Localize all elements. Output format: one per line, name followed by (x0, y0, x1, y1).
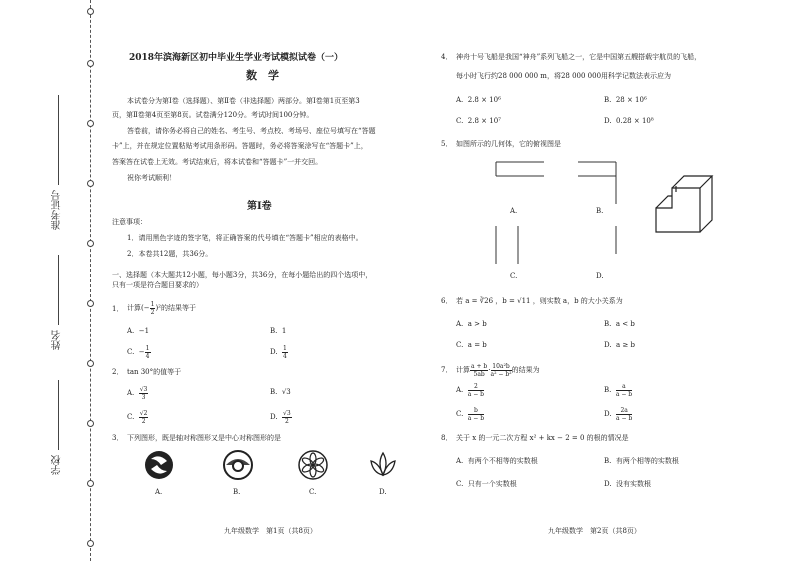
q5-number: 5． (441, 140, 453, 148)
q3-label-c: C. (309, 488, 317, 496)
q3-figure-c (297, 449, 329, 481)
q7-stem: 计算 $\frac{a + b}{5ab}$ · $\frac{\text{10a²b}}{\text{a² − b²}}$ 的结果为 (456, 362, 540, 378)
intro-line: 本试卷分为第Ⅰ卷（选择题）、第Ⅱ卷（非选择题）两部分。第Ⅰ卷第1页至第3 (127, 97, 360, 105)
intro-line: 答案答在试卷上无效。考试结束后，将本试卷和“答题卡”一并交回。 (112, 158, 323, 166)
q5-option-c-figure (494, 224, 546, 266)
q4-option-a: A. 2.8 × 10⁶ (456, 96, 501, 104)
school-label: 学校 (52, 455, 63, 475)
q1-option-c: C. − $\frac{1}{4}$ (127, 344, 150, 360)
q8-stem: 关于 x 的一元二次方程 x² + kx − 2 = 0 的根的情况是 (456, 434, 629, 442)
binding-hole (87, 120, 94, 127)
q7-option-c: C. $\frac{b}{a - b}$ (456, 406, 485, 422)
q4-option-b: B. 28 × 10⁶ (604, 96, 647, 104)
q8-number: 8． (441, 434, 453, 442)
q3-number: 3． (112, 434, 124, 442)
binding-hole (87, 300, 94, 307)
q2-number: 2． (112, 368, 124, 376)
q8-option-b: B. 有两个相等的实数根 (604, 457, 679, 465)
q4-number: 4． (441, 53, 453, 61)
q7-option-b: B. $\frac{a}{a - b}$ (604, 382, 633, 398)
q3-figure-a (143, 449, 175, 481)
note-line: 2．本卷共12题，共36分。 (127, 250, 213, 258)
q2-stem: tan 30°的值等于 (127, 368, 182, 376)
q3-stem: 下列图形，既是轴对称图形又是中心对称图形的是 (127, 434, 281, 442)
binding-hole (87, 540, 94, 547)
q4-stem-line: 神舟十号飞船是我国“神舟”系列飞船之一，它是中国第五艘搭载宇航员的飞船， (456, 53, 702, 61)
part-heading: 一、选择题（本大题共12小题，每小题3分，共36分，在每小题给出的四个选项中， (112, 271, 373, 279)
q5-option-a-figure (494, 160, 546, 206)
q6-number: 6． (441, 297, 453, 305)
q5-solid-figure (650, 170, 720, 240)
q1-stem: 计算(− $\frac{1}{2}$ )²的结果等于 (127, 300, 196, 316)
binding-hole (87, 420, 94, 427)
binding-hole (87, 360, 94, 367)
part-heading: 只有一项是符合题目要求的） (112, 281, 203, 289)
section-title: 第Ⅰ卷 (247, 201, 272, 212)
q5-option-d-figure (576, 224, 628, 266)
q5-stem: 如图所示的几何体，它的俯视图是 (456, 140, 561, 148)
binding-dotted-line (90, 0, 91, 561)
binding-hole (87, 240, 94, 247)
exam-id-fill-line (58, 95, 59, 185)
q1-number: 1． (112, 305, 124, 313)
right-page-footer: 九年级数学 第2页（共8页） (548, 527, 641, 535)
q1-option-d: D. $\frac{1}{4}$ (270, 344, 287, 360)
q8-option-d: D. 没有实数根 (604, 480, 652, 488)
q2-option-c: C. $\frac{√2}{2}$ (127, 409, 148, 425)
q4-option-c: C. 2.8 × 10⁷ (456, 117, 501, 125)
q6-option-d: D. a ≥ b (604, 341, 636, 349)
q4-option-d: D. 0.28 × 10⁸ (604, 117, 654, 125)
left-page-footer: 九年级数学 第1页（共8页） (224, 527, 317, 535)
q7-option-a: A. $\frac{2}{a - b}$ (456, 382, 484, 398)
q7-option-d: D. $\frac{2a}{a - b}$ (604, 406, 633, 422)
q8-option-c: C. 只有一个实数根 (456, 480, 517, 488)
q3-figure-b (222, 449, 254, 481)
note-line: 1．请用黑色字迹的签字笔，将正确答案的代号填在“答题卡”相应的表格中。 (127, 234, 363, 242)
q5-label-b: B. (596, 207, 604, 215)
q1-option-a: A. −1 (127, 327, 150, 335)
intro-line: 卡”上，并在规定位置粘贴考试用条形码。答题时，务必将答案涂写在“答题卡”上， (112, 142, 368, 150)
exam-id-label: 准考证号 (52, 190, 63, 230)
exam-title: 2018年滨海新区初中毕业生学业考试模拟试卷（一） (129, 53, 344, 63)
intro-line: 页，第Ⅱ卷第4页至第8页。试卷满分120分。考试时间100分钟。 (112, 111, 314, 119)
q2-option-a: A. $\frac{√3}{3}$ (127, 385, 148, 401)
q6-option-c: C. a = b (456, 341, 487, 349)
name-fill-line (58, 255, 59, 325)
q5-label-c: C. (510, 272, 518, 280)
name-label: 姓名 (52, 330, 63, 350)
q3-label-d: D. (379, 488, 387, 496)
binding-hole (87, 8, 94, 15)
q6-option-b: B. a < b (604, 320, 635, 328)
subject-title: 数 学 (246, 69, 279, 82)
binding-hole (87, 180, 94, 187)
binding-hole (87, 480, 94, 487)
q1-option-b: B. 1 (270, 327, 287, 335)
q2-option-d: D. $\frac{√3}{2}$ (270, 409, 291, 425)
q5-label-d: D. (596, 272, 604, 280)
q4-stem-line: 每小时飞行约28 000 000 m，将28 000 000用科学记数法表示应为 (456, 72, 672, 80)
q8-option-a: A. 有两个不相等的实数根 (456, 457, 538, 465)
q3-label-b: B. (233, 488, 241, 496)
intro-line: 祝你考试顺利！ (127, 174, 176, 182)
q5-label-a: A. (510, 207, 518, 215)
notes-title: 注意事项： (112, 218, 147, 226)
q2-option-b: B. √3 (270, 388, 291, 396)
school-fill-line (58, 380, 59, 450)
q3-label-a: A. (155, 488, 163, 496)
q5-option-b-figure (576, 160, 628, 206)
binding-hole (87, 60, 94, 67)
q3-figure-d (367, 449, 399, 481)
q6-stem: 若 a = ∛26 ，b = √11 ，则实数 a，b 的大小关系为 (456, 297, 623, 305)
q7-number: 7． (441, 366, 453, 374)
intro-line: 答卷前，请你务必将自己的姓名、考生号、考点校、考场号、座位号填写在“答题 (127, 127, 376, 135)
q6-option-a: A. a > b (456, 320, 487, 328)
